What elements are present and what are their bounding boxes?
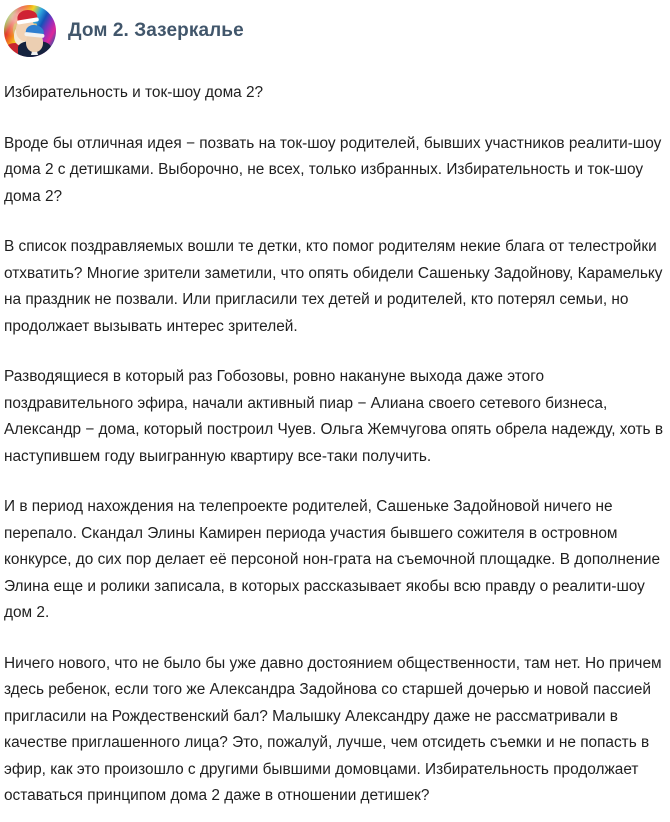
- article-body: [0, 58, 670, 810]
- article-paragraph-3: В список поздравляемых вошли те детки, кто помог родителям некие блага от телестройки отхватить? Многие зрители заметили, что опять обидели Сашеньку Задойнову, Карамельку на праздник не позвали. Или пригласили тех детей и родителей, кто потерял семьи, но продолжает вызывать интерес зрителей.: [4, 238, 663, 335]
- article-paragraph-4: Разводящиеся в который раз Гобозовы, ровно накануне выхода даже этого поздравительного эфира, начали активный пиар − Алиана своего сетевого бизнеса, Александр − дома, который построил Чуев. Ольга Жемчугова опять обрела надежду, хоть в наступившем году выигранную квартиру все-таки получить.: [4, 368, 664, 465]
- page-title: Дом 2. Зазеркалье: [68, 19, 244, 41]
- article-paragraph-6: Ничего нового, что не было бы уже давно достоянием общественности, там нет. Но причем здесь ребенок, если того же Александра Задойнова со старшей дочерью и новой пассией пригласили на Рождественский бал? Малышку Александру даже не рассматривали в качестве приглашенного лица? Это, пожалуй, лучше, чем отсидеть съемки и не попасть в эфир, как это произошло с другими бывшими домовцами. Избирательность продолжает оставаться принципом дома 2 даже в отношении детишек?: [4, 654, 662, 804]
- article-paragraph-2: Вроде бы отличная идея − позвать на ток-шоу родителей, бывших участников реалити-шоу дома 2 с детишками. Выборочно, не всех, только избранных. Избирательность и ток-шоу дома 2?: [4, 134, 662, 205]
- article-paragraph-5: И в период нахождения на телепроекте родителей, Сашеньке Задойновой ничего не перепало. Скандал Элины Камирен периода участия бывшего сожителя в островном конкурсе, до сих пор делает её персоной нон-грата на съемочной площадке. В дополнение Элина еще и ролики записала, в которых рассказывает якобы всю правду о реалити-шоу дом 2.: [4, 498, 661, 621]
- avatar-photo-icon[interactable]: [4, 5, 56, 57]
- santa-hat-red-icon: [16, 9, 37, 23]
- article-paragraph-1: Избирательность и ток-шоу дома 2?: [4, 84, 264, 101]
- santa-hat-blue-icon: [26, 24, 45, 36]
- post-header: [0, 0, 670, 58]
